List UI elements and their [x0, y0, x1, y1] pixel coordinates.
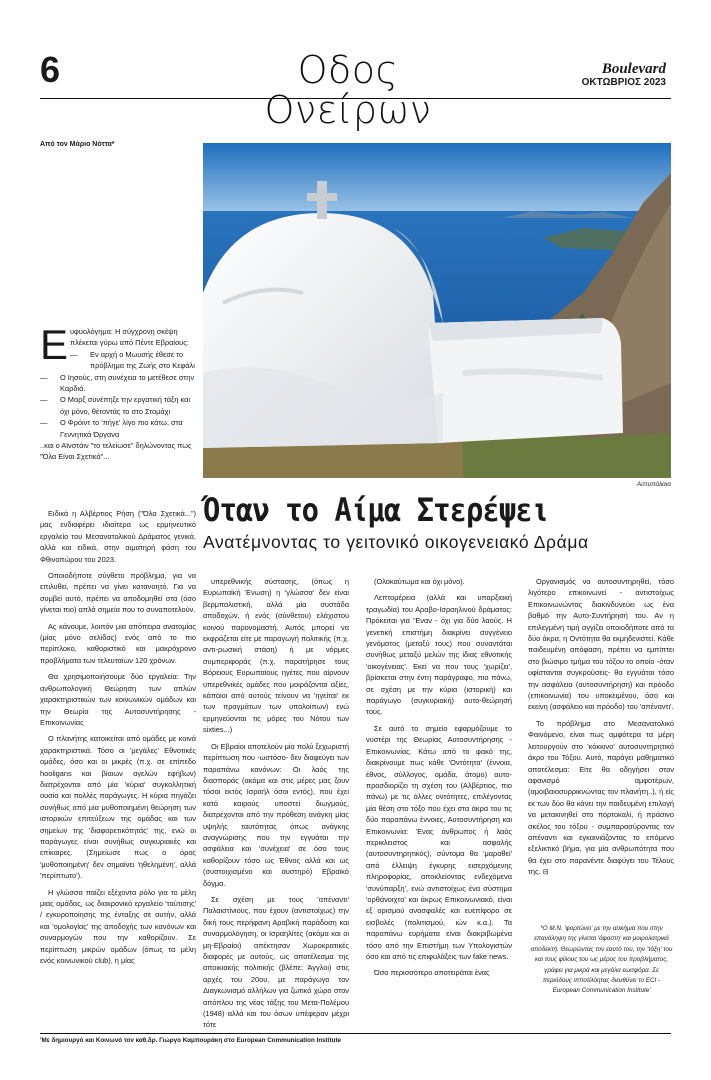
footer-credit: 'Με δημιουργό και Κοινωνό τον καθ.δρ. Γιώργο Καμπουράκη στο European Communication Institute: [40, 1037, 342, 1044]
body-column-3: [366, 576, 512, 984]
body-column-2: [203, 576, 349, 1036]
paragraph: Σε σχέση με τους 'απέναντι' Παλαιστίνιους, που έχουν (αντιστοίχως) την δική τους περήφανη Αραβική παράδοση και συναρμολόγηση, οι Ισραηλίτες (ακόμα και οι μη-Εβραίοι) απέκτησαν Χωροκρατικές διαφορές με αυτούς, ως αποτέλεσμα της αποικιακής πολιτικής (βλέπε: Άγγλοι) στις αρχές του 20ου, με παράγωγο τον Διαγκωνισμό αλλήλων για ζωτικό χώρο στον απόπλου της νέας τάξης του Μετα-Πολέμου (1948) αλλά και του όσων υπέφεραν μέχρι τότε: [203, 894, 349, 1030]
sidebar-item: — Εν αρχή ο Μωυσής έθεσε το πρόβλημα της Ζωής στο Κεφάλι: [70, 349, 195, 371]
subheadline: Ανατέμνοντας το γειτονικό οικογενειακό Δράμα: [203, 532, 589, 552]
paragraph: Ειδικά η Αλβέρτιος Ρήση ("Όλα Σχετικά...") μας ενδιαφέρει ιδιαίτερα ως ερμηνευτικό εργαλείο του Μεσανατολικού Δράματος γενικά, αλλά και ειδικά, στην αιματηρή φάση του Φθινοπώρου του 2023.: [40, 509, 196, 564]
sidebar-outro: ..και ο Αϊνστάιν "το τελείωσε" δηλώνοντας πως "Όλα Είναι Σχετικά"...: [40, 441, 192, 462]
paragraph: Η γλώσσα παίζει εξέχοντα ρόλο για το μέλη μιας ομάδας, ως διακρονικό εργαλείο 'ταύτισης' / εγκυροποίησης της ένταξης σε αυτήν, αλλά και 'ομολογίας' της αποδοχής των κανόνων και συναρμογών που την καθορίζουν. Σε περίπτωση μικρών ομάδων (όπως τα μέλη ενός κοινωνικού club), η μίας: [40, 887, 196, 966]
paragraph: Λεπτομέρεια (αλλά και υπαρξιακή τραγωδία) του Αραβο-Ισραηλινού δράματος: Πρόκειται για 'Έναν - όχι για δύο λαούς. Η γενετική επιστήμη διακρίνει συγγένειο γενόματος (μεταξύ τους) που συναντάται συνήθως μεταξύ μελών της ίδιας εθνοτικής 'οικογένειας'. Εκεί να που τους 'χωρίζει', βρίσκεται στην έντη παράγραφο, πιο πάνω, σε σχέση με την κύρια (ιστορική) και παράγωγο (συγκυριακή) αυτο-θεώρησή τους.: [366, 593, 512, 717]
sidebar-item: — Ο Φρόιντ το 'πήγε' λίγο πιο κάτω, στα Γεννητικά Όργανα: [40, 418, 183, 439]
sidebar-item: — Ο Ιησούς, στη συνέχεια το μετέθεσε στην Καρδιά.: [40, 372, 195, 394]
paragraph: υπερεθνικής σύστασης, (όπως η Ευρωπαϊκή Ένωση) η 'γλώσσα' δεν είναι βερμπαλιστική, αλλά μία συστάδα αποδοχών, ή ενός (σύνθετου) ελάχιστου κοινού παρονομαστή. Αυτός μπορεί να εκφράζεται είτε με παραγωγή πολιτικής (π.χ. αντι-ρωσική στάση) ή με νόρμες συμπεριφοράς (π.χ. παρατήρησε τους Βόρειους Ευρωπαίους ηγέτες που αίρνουν υπερεθνικές ομάδες που μοιράζονται αξίες, κάποιοι από αυτούς τείνουν να 'ηγείται' εκ των πραγμάτων των υπολοίπων) ενώ ερμηνεύονται τις μόρες του Νότου των sixties...): [203, 577, 349, 735]
end-mark: ⊟: [542, 869, 549, 877]
paragraph: (Ολοκαύτωμα και όχι μόνο).: [374, 577, 465, 586]
page-number: 6: [40, 49, 61, 90]
paragraph: Όσο περισσότερο αποτειράται ένας: [374, 968, 490, 978]
chapel-photo: [203, 143, 671, 478]
paragraph: Ας κάνουμε, λοιπόν μια απόπειρα ανατομίας (μίας μόνο σελίδας) ενός από το πιο περίπλοκο, καθοριστικό και μακρόχρονο προβλήματα των τελευταίων 120 χρόνων.: [40, 621, 196, 665]
drop-cap: Ε: [40, 321, 69, 368]
brand-name: Boulevard: [601, 61, 666, 77]
publication-brand: [582, 62, 666, 89]
paragraph: Οποιοδήποτε σύνθετο πρόβλημα, για να επιλυθεί, πρέπει να γίνει κατανοητό. Για να συμβεί αυτό, πρέπει να αποδομηθεί στα (όσο γίνεται πιο) απλά σημεία που το συναποτελούν.: [40, 571, 196, 615]
issue-date: ΟΚΤΩΒΡΙΟΣ 2023: [581, 77, 666, 88]
paragraph: Οργανισμός να αυτοσυντηρηθεί, τόσο λιγότερο επικοινωνεί - αντιστοίχως Επικοινωνώντας διακινδυνεύει ως ένα βαθμό την Αυτο-Συντήρησή του. Αν η επιλεγμένη τιμή αγγίζει οποιοδήποτε από τα δύο άκρα, η Οντότητα θα εκμηδενιστεί. Κάθε παιδευμένη απόφαση, πρέπει να εμπίπτει στο βιώσιμο τμήμα του τόξου το οποίο -όταν υφίστανται συγκρούσεις- θα εγγυάται τόσο την ασφάλεια (αυτοσυντήρηση) και πρόοδο (επικοινωνία) του υποκειμένου, όσο και εκείνη (ασφάλειο και πρόοδο) του 'απέναντι'.: [528, 577, 674, 712]
sidebar-box: [40, 321, 197, 463]
chapel-illustration: [203, 143, 671, 478]
sidebar-intro: υφυολόγημα: Η σύγχρονη σκέψη πλέκεται γύρω από Πέντε Εβραίους:: [70, 327, 189, 348]
author-footnote: *Ο Μ.Ν. 'φορτώνει' με την ασκήμια που στην επανάληψη της γίνεται 'άφαστη' και μοιρολατρικά αποδεκτή. Θεωρώντας τον εαυτό του, την 'τάξη' του και τους φίλους του ως μέρος του προβλήματος, γράφει για μικρά και μεγάλα εωσφόρα. Σε περιόδους ιπποτίλόητας διευθύνει το ECI - European Communication Institute': [530, 925, 673, 995]
byline: Από τον Μάριο Νόττα*: [40, 141, 115, 148]
paragraph: Το πρόβλημα στο Μεσανατολικό Φαινόμενο, είναι πως αμφότερα τα μέρη λειτουργούν στο 'κόκκινο' αυτοσυντηρητικό άκρο του Τόξου. Αυτό, παράγει μαθηματικό αποτέλεσμα: Είτε θα οδηγήσει στον αφανισμό αμφοτέρων, (αμοιβαιοσυρρικνώντας τον πλανήτη..), ή είς εκ των δύο θα κάνει την παιδευμένη επιλογή να μετακινηθεί στο πορτοκαλί, ή πράσινο σκέλος του τόξου - συμπαρασύροντας τον απέναντι και εγκαινιάζοντας το επόμενο εξελικτικό βήμα, για μία ανθρωπότητα που θα έχει στο παρανέντε διαφύγει του Τέλους της. ⊟: [528, 718, 674, 877]
header-rule: [40, 98, 671, 99]
section-title: Οδος Ονείρων: [264, 48, 432, 132]
body-column-1: [40, 508, 196, 971]
sidebar-item: — Ο Μαρξ συνέπηξε την εργατική τάξη και όχι μόνο, θέτοντάς το στο Στομάχι: [40, 395, 191, 416]
paragraph: Σε αυτό το σημείο εφαρμόζουμε το νυστέρι της Θεωρίας Αυτοσυντήρησης - Επικοινωνίας. Κάτω από το φακό της, διακρίνουμε πως κάθε 'Οντότητα' (έννοια, έθνος, σύλλογος, ομάδα, άτομο) αυτο-προσδιορίζει τη σχέση του (Αλβέρτιος, πιο πάνω) με τις άλλες οντότητες, επιλέγοντας μία θέση στο τόξο που έχει στα άκρα του τις δύο παραπάνω έννοιες, Αυτοσυντήρηση και Επικοινωνία: Ένας άνθρωπος ή λαός περικλειστος και ασφαλής (αυτοσυντηρητικός), σύντομα θα 'μαραθεί' από έλλειψη έγκυρης εισερχόμενης πληροφορίας, αποκλείοντας ενδεχόμενα 'συνύπαρξη', ενώ αντιστοίχως ένα σύστημα 'ορθάνοιχτο' και άκρως Επικοινωνιακό, είναι εξ ορισμού ανασφαλές και ευεπίφορο σε εισβολές (πολιτισμού, ιών κ.α.). Τα παραπάνω ευρήματα είναι διακριβωμένα τόσο από την Επιστήμη των Υπολογιστών όσο και από τις επιφυλάξεις των fake news.: [366, 723, 512, 961]
body-column-4: [528, 576, 674, 884]
photo-caption: Αστυπάλαια: [636, 481, 671, 488]
paragraph: Ο πλανήτης κατοικείται από ομάδες με κοινά χαρακτηριστικά. Τόσο οι 'μεγάλες' Εθνοτικές ομάδες, όσο και οι μικρές (π.χ. σε επίπεδο hooligans και βίαιων αγελών εφήβων) διατρέχονται από μία 'κύρια' συγκολλητική ουσία και πολλές παράγωγες. Η κύρια πηγάζει συνήθως από μία μυθοποιημένη θεώρηση των ιστορικών επιτεύξεων της ομάδας και των σημείων της 'διαφορετικότητάς' της, ενώ οι παράγωγες είναι συνήθως συγκυριακές και επίκαιρες. (Σημείωσε πως ο όρος 'μυθοποιημένη' δεν σημαίνει 'ηθελημένη', αλλά 'περίπτωτο').: [40, 734, 196, 881]
footer-rule: [40, 1033, 671, 1034]
paragraph: Θα χρησιμοποιήσουμε δύο εργαλεία: Την ανθρωπολογική Θεώρηση των απλών χαρακτηριστικών των κοινωνικών ομάδων και την Θεωρία της Αυτοσυντήρησης - Επικοινωνίας: [40, 672, 196, 727]
headline: Όταν το Αίμα Στερέψει: [203, 491, 549, 529]
paragraph: Οι Εβραίοι αποτελούν μία πολύ ξεχωριστή περίπτωση που -ωστόσο- δεν διαφεύγει των παραπάνω κανόνων: Οι λαός της διασποράς (ακόμα και στις μέρες μας ζουν τόσοι εκτός Ισραήλ όσοι εντός), που έχει κατά καιρούς υποστεί διωγμούς, διατρέχονται από την πρόθεση ανάγκη μίας υψηλής ταυτότητας όπως ανάγκης αναγνώρισης που την εγγυάται την ασφάλεια και 'συνέχεια' σε όσο τους καθορίζουν τόσο ως Έθνος αλλά και ως (συστοιχισμένο και αυστηρό) Εβραϊκό δόγμα.: [203, 741, 349, 888]
